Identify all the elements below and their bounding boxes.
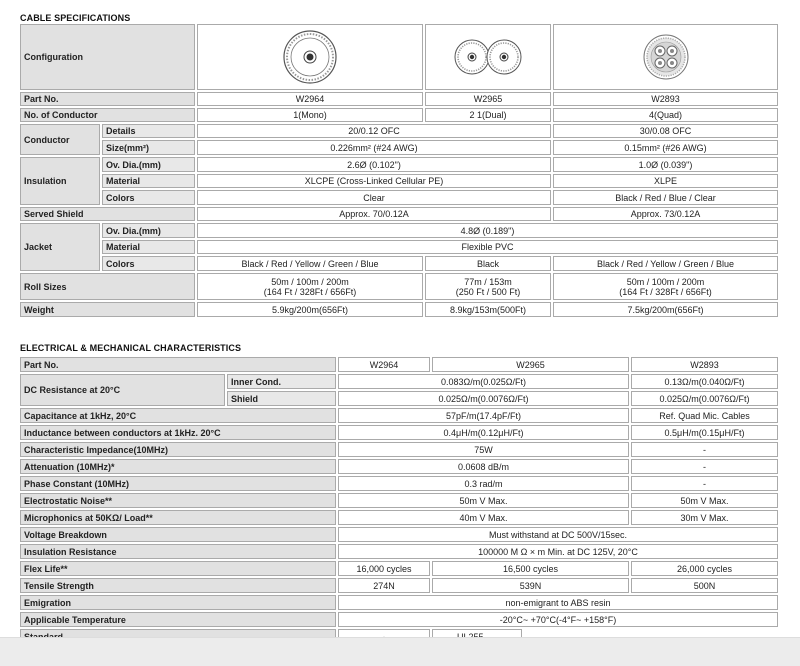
- voltage-breakdown-value: Must withstand at DC 500V/15sec.: [338, 527, 778, 542]
- conductor-size-label: Size(mm²): [102, 140, 195, 155]
- tensile-strength-w2965: 539N: [432, 578, 629, 593]
- flex-life-w2964: 16,000 cycles: [338, 561, 430, 576]
- elec-part-no-w2965: W2965: [432, 357, 629, 372]
- dc-resistance-label: DC Resistance at 20°C: [20, 374, 225, 406]
- num-conductor-w2964: 1(Mono): [197, 108, 423, 122]
- mono-cable-cross-section-icon: [282, 29, 338, 85]
- roll-sizes-label: Roll Sizes: [20, 273, 195, 300]
- dual-config-cell: [425, 24, 551, 90]
- bottom-bar: [0, 637, 800, 666]
- quad-config-cell: [553, 24, 778, 90]
- part-no-w2893: W2893: [553, 92, 778, 106]
- impedance-label: Characteristic Impedance(10MHz): [20, 442, 336, 457]
- applicable-temperature-value: -20°C~ +70°C(-4°F~ +158°F): [338, 612, 778, 627]
- jacket-colors-w2964: Black / Red / Yellow / Green / Blue: [197, 256, 423, 271]
- insulation-material-quad: XLPE: [553, 174, 778, 188]
- served-shield-value: Approx. 70/0.12A: [197, 207, 551, 221]
- phase-constant-value: 0.3 rad/m: [338, 476, 629, 491]
- jacket-label: Jacket: [20, 223, 100, 271]
- tensile-strength-w2893: 500N: [631, 578, 778, 593]
- insulation-ovdia-label: Ov. Dia.(mm): [102, 157, 195, 172]
- num-conductor-w2893: 4(Quad): [553, 108, 778, 122]
- capacitance-value: 57pF/m(17.4pF/Ft): [338, 408, 629, 423]
- jacket-colors-w2893: Black / Red / Yellow / Green / Blue: [553, 256, 778, 271]
- microphonics-quad: 30m V Max.: [631, 510, 778, 525]
- inductance-label: Inductance between conductors at 1kHz. 20°C: [20, 425, 336, 440]
- electrostatic-noise-quad: 50m V Max.: [631, 493, 778, 508]
- dual-cable-cross-section-icon: [452, 37, 524, 77]
- insulation-ovdia-quad: 1.0Ø (0.039"): [553, 157, 778, 172]
- conductor-details-label: Details: [102, 124, 195, 138]
- part-no-w2965: W2965: [425, 92, 551, 106]
- conductor-size-quad: 0.15mm² (#26 AWG): [553, 140, 778, 155]
- quad-cable-cross-section-icon: [642, 33, 690, 81]
- shield-res-value: 0.025Ω/m(0.0076Ω/Ft): [338, 391, 629, 406]
- insulation-material-label: Material: [102, 174, 195, 188]
- jacket-colors-w2965: Black: [425, 256, 551, 271]
- roll-sizes-w2965-line2: (250 Ft / 500 Ft): [455, 286, 521, 297]
- insulation-resistance-label: Insulation Resistance: [20, 544, 336, 559]
- served-shield-label: Served Shield: [20, 207, 195, 221]
- inductance-quad: 0.5μH/m(0.15μH/Ft): [631, 425, 778, 440]
- roll-sizes-w2893-line2: (164 Ft / 328Ft / 656Ft): [619, 286, 712, 297]
- tensile-strength-w2964: 274N: [338, 578, 430, 593]
- weight-w2965: 8.9kg/153m(500Ft): [425, 302, 551, 317]
- inner-cond-value: 0.083Ω/m(0.025Ω/Ft): [338, 374, 629, 389]
- phase-constant-label: Phase Constant (10MHz): [20, 476, 336, 491]
- capacitance-label: Capacitance at 1kHz, 20°C: [20, 408, 336, 423]
- weight-label: Weight: [20, 302, 195, 317]
- weight-w2964: 5.9kg/200m(656Ft): [197, 302, 423, 317]
- attenuation-label: Attenuation (10MHz)*: [20, 459, 336, 474]
- weight-w2893: 7.5kg/200m(656Ft): [553, 302, 778, 317]
- capacitance-quad: Ref. Quad Mic. Cables: [631, 408, 778, 423]
- microphonics-value: 40m V Max.: [338, 510, 629, 525]
- insulation-colors-label: Colors: [102, 190, 195, 205]
- mono-config-cell: [197, 24, 423, 90]
- insulation-colors-value: Clear: [197, 190, 551, 205]
- jacket-material-label: Material: [102, 240, 195, 254]
- voltage-breakdown-label: Voltage Breakdown: [20, 527, 336, 542]
- cable-specifications-title: CABLE SPECIFICATIONS: [20, 13, 131, 23]
- insulation-ovdia-value: 2.6Ø (0.102"): [197, 157, 551, 172]
- electrical-mechanical-title: ELECTRICAL & MECHANICAL CHARACTERISTICS: [20, 343, 242, 353]
- insulation-colors-quad: Black / Red / Blue / Clear: [553, 190, 778, 205]
- tensile-strength-label: Tensile Strength: [20, 578, 336, 593]
- roll-sizes-w2964-line1: 50m / 100m / 200m: [271, 276, 349, 287]
- attenuation-value: 0.0608 dB/m: [338, 459, 629, 474]
- configuration-label: Configuration: [20, 24, 195, 90]
- part-no-label: Part No.: [20, 92, 195, 106]
- jacket-material-value: Flexible PVC: [197, 240, 778, 254]
- conductor-label: Conductor: [20, 124, 100, 155]
- elec-part-no-label: Part No.: [20, 357, 336, 372]
- emigration-label: Emigration: [20, 595, 336, 610]
- part-no-w2964: W2964: [197, 92, 423, 106]
- conductor-details-quad: 30/0.08 OFC: [553, 124, 778, 138]
- electrostatic-noise-value: 50m V Max.: [338, 493, 629, 508]
- flex-life-w2965: 16,500 cycles: [432, 561, 629, 576]
- served-shield-quad: Approx. 73/0.12A: [553, 207, 778, 221]
- phase-constant-quad: -: [631, 476, 778, 491]
- roll-sizes-w2893-line1: 50m / 100m / 200m: [626, 276, 705, 287]
- num-conductor-w2965: 2 1(Dual): [425, 108, 551, 122]
- inner-cond-label: Inner Cond.: [227, 374, 336, 389]
- emigration-value: non-emigrant to ABS resin: [338, 595, 778, 610]
- applicable-temperature-label: Applicable Temperature: [20, 612, 336, 627]
- roll-sizes-w2893: [553, 273, 778, 300]
- jacket-ovdia-label: Ov. Dia.(mm): [102, 223, 195, 238]
- roll-sizes-w2965: [425, 273, 551, 300]
- roll-sizes-w2964-line2: (164 Ft / 328Ft / 656Ft): [263, 286, 357, 297]
- attenuation-quad: -: [631, 459, 778, 474]
- jacket-colors-label: Colors: [102, 256, 195, 271]
- electrostatic-noise-label: Electrostatic Noise**: [20, 493, 336, 508]
- elec-part-no-w2964: W2964: [338, 357, 430, 372]
- impedance-value: 75W: [338, 442, 629, 457]
- num-conductor-label: No. of Conductor: [20, 108, 195, 122]
- shield-res-quad: 0.025Ω/m(0.0076Ω/Ft): [631, 391, 778, 406]
- insulation-resistance-value: 100000 M Ω × m Min. at DC 125V, 20°C: [338, 544, 778, 559]
- microphonics-label: Microphonics at 50KΩ/ Load**: [20, 510, 336, 525]
- impedance-quad: -: [631, 442, 778, 457]
- flex-life-w2893: 26,000 cycles: [631, 561, 778, 576]
- inner-cond-quad: 0.13Ω/m(0.040Ω/Ft): [631, 374, 778, 389]
- flex-life-label: Flex Life**: [20, 561, 336, 576]
- roll-sizes-w2964: [197, 273, 423, 300]
- jacket-ovdia-value: 4.8Ø (0.189"): [197, 223, 778, 238]
- elec-part-no-w2893: W2893: [631, 357, 778, 372]
- inductance-value: 0.4μH/m(0.12μH/Ft): [338, 425, 629, 440]
- conductor-size-value: 0.226mm² (#24 AWG): [197, 140, 551, 155]
- roll-sizes-w2965-line1: 77m / 153m: [464, 276, 512, 287]
- conductor-details-value: 20/0.12 OFC: [197, 124, 551, 138]
- shield-res-label: Shield: [227, 391, 336, 406]
- insulation-label: Insulation: [20, 157, 100, 205]
- insulation-material-value: XLCPE (Cross-Linked Cellular PE): [197, 174, 551, 188]
